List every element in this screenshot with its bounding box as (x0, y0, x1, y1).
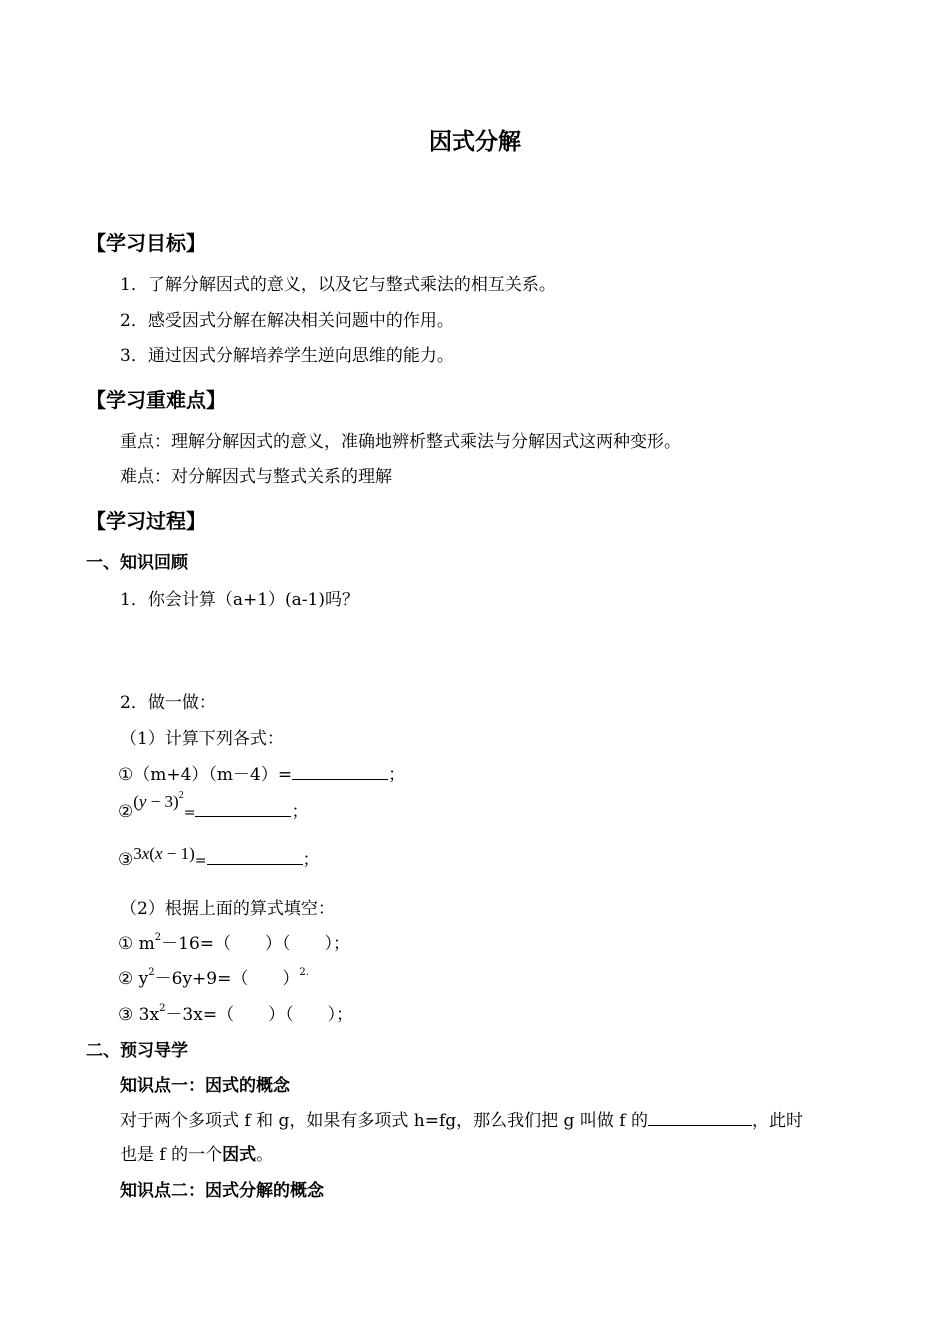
preview-heading: 二、预习导学 (86, 1041, 188, 1061)
calc-3-end: ； (302, 850, 320, 870)
k1-text-cont: 也是 f 的一个 (120, 1145, 223, 1165)
part-1-label: （1）计算下列各式： (120, 729, 284, 749)
review-question-2: 2．做一做： (120, 693, 216, 713)
goals-heading: 【学习目标】 (86, 231, 206, 255)
calc-line-3: ③3x(x − 1)= ； (118, 844, 320, 870)
fill-2-number: ② (118, 969, 134, 989)
fill-1-exponent: 2 (154, 932, 162, 944)
goal-item-2: 2．感受因式分解在解决相关问题中的作用。 (120, 311, 454, 331)
answer-blank[interactable] (207, 848, 303, 865)
knowledge-point-2-title: 知识点二：因式分解的概念 (120, 1181, 324, 1201)
answer-blank[interactable] (648, 1109, 752, 1126)
fill-2-rest: －6y+9=（ ） (154, 969, 300, 989)
answer-blank[interactable] (292, 763, 388, 780)
fill-2-square: 2. (299, 967, 309, 979)
calc-1-expression: ①（m+4）（m－4）= (118, 765, 293, 785)
fill-3-rest: －3x=（ ）（ ）； (165, 1005, 354, 1025)
fill-line-2 (118, 968, 309, 990)
k1-text-mid: ，此时 (751, 1111, 803, 1131)
goal-item-3: 3．通过因式分解培养学生逆向思维的能力。 (120, 346, 454, 366)
process-heading: 【学习过程】 (86, 509, 206, 533)
fill-line-3 (118, 1004, 353, 1026)
knowledge-point-1-text (120, 1109, 803, 1132)
difficulty-text: 难点：对分解因式与整式关系的理解 (120, 467, 392, 487)
calc-1-end: ； (388, 765, 406, 785)
fill-1-term: m (133, 934, 155, 954)
part-2-label: （2）根据上面的算式填空： (120, 899, 335, 919)
calc-3-number: ③ (118, 850, 134, 870)
knowledge-point-1-text-cont (120, 1144, 273, 1166)
review-heading: 一、知识回顾 (86, 553, 188, 573)
page-title: 因式分解 (429, 128, 521, 155)
k1-text-end: 。 (256, 1145, 274, 1165)
emphasis-text: 重点：理解分解因式的意义，准确地辨析整式乘法与分解因式这两种变形。 (120, 432, 681, 452)
calc-2-number: ② (118, 802, 134, 822)
k1-text-start: 对于两个多项式 f 和 g，如果有多项式 h=fg，那么我们把 g 叫做 f 的 (120, 1111, 648, 1131)
fill-line-1 (118, 933, 350, 955)
calc-line-1 (118, 763, 405, 786)
fill-2-term: y (133, 969, 149, 989)
calc-line-2: ②(y − 3)$^2$= ； (118, 790, 309, 822)
key-points-heading: 【学习重难点】 (86, 388, 226, 412)
fill-3-exponent: 2 (159, 1003, 166, 1015)
calc-2-formula: $(y - 3)^2$ (133, 790, 184, 811)
fill-2-exponent: 2 (148, 967, 155, 979)
calc-2-end: ； (291, 802, 309, 822)
fill-3-term: 3x (133, 1005, 160, 1025)
fill-1-number: ① (118, 934, 134, 954)
k1-bold-term: 因式 (222, 1145, 257, 1165)
answer-blank[interactable] (195, 800, 291, 817)
calc-3-formula: 3x(x − 1) (133, 844, 195, 863)
review-question-1: 1．你会计算（a+1）(a-1)吗？ (120, 590, 359, 610)
goal-item-1: 1．了解分解因式的意义，以及它与整式乘法的相互关系。 (120, 275, 556, 295)
fill-1-rest: －16=（ ）（ ）； (161, 934, 351, 954)
knowledge-point-1-title: 知识点一：因式的概念 (120, 1076, 290, 1096)
fill-3-number: ③ (118, 1005, 134, 1025)
